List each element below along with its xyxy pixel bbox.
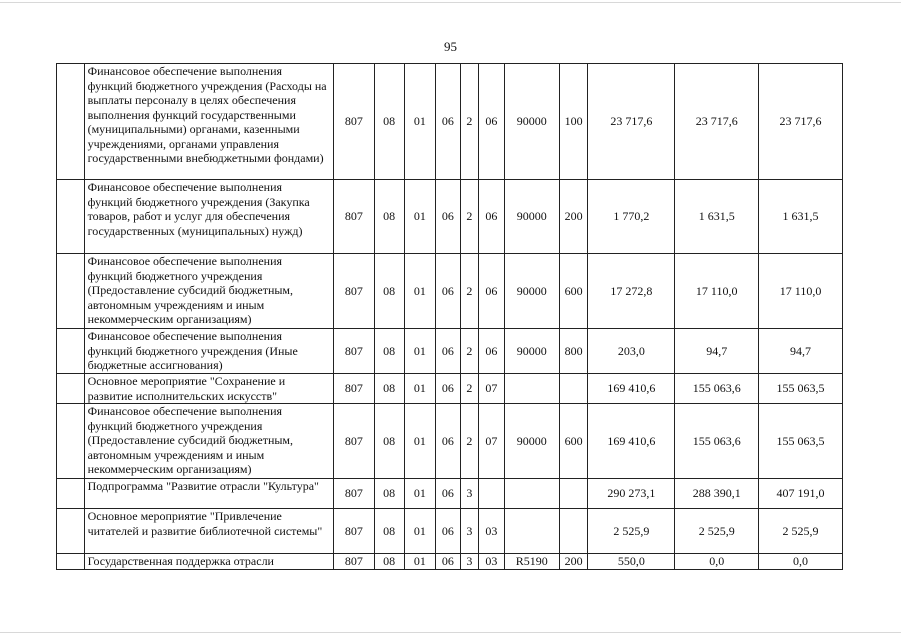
csr-part2-cell: 2 (460, 404, 478, 479)
sum-year3-cell: 17 110,0 (759, 254, 843, 329)
vr-cell (559, 374, 588, 404)
table-row (57, 509, 843, 554)
sum-year2-cell: 23 717,6 (675, 64, 759, 180)
csr-part3-cell (479, 479, 505, 509)
row-index-cell (57, 254, 85, 329)
ved-cell: 807 (333, 404, 374, 479)
vr-cell: 800 (559, 329, 588, 374)
rz-cell: 08 (374, 509, 404, 554)
scan-edge-line-top (0, 2, 901, 3)
ved-cell: 807 (333, 254, 374, 329)
csr-part4-cell: R5190 (504, 554, 559, 570)
row-index-cell (57, 479, 85, 509)
csr-part3-cell: 06 (479, 329, 505, 374)
csr-part4-cell: 90000 (504, 329, 559, 374)
csr-part2-cell: 2 (460, 254, 478, 329)
sum-year1-cell: 1 770,2 (588, 180, 675, 254)
description-cell: Основное мероприятие "Привлечение читателей и развитие библиотечной системы" (84, 509, 333, 554)
vr-cell: 200 (559, 554, 588, 570)
sum-year1-cell: 290 273,1 (588, 479, 675, 509)
row-index-cell (57, 180, 85, 254)
ved-cell: 807 (333, 554, 374, 570)
csr-part3-cell: 06 (479, 64, 505, 180)
rz-cell: 08 (374, 374, 404, 404)
table-row (57, 374, 843, 404)
csr-part2-cell: 2 (460, 180, 478, 254)
sum-year2-cell: 155 063,6 (675, 374, 759, 404)
ved-cell: 807 (333, 509, 374, 554)
row-index-cell (57, 374, 85, 404)
sum-year2-cell: 94,7 (675, 329, 759, 374)
row-index-cell (57, 64, 85, 180)
sum-year1-cell: 169 410,6 (588, 404, 675, 479)
csr-part4-cell: 90000 (504, 180, 559, 254)
rz-cell: 08 (374, 479, 404, 509)
sum-year2-cell: 288 390,1 (675, 479, 759, 509)
row-index-cell (57, 329, 85, 374)
csr-part4-cell: 90000 (504, 254, 559, 329)
scan-edge-line-bottom (0, 632, 901, 633)
row-index-cell (57, 554, 85, 570)
csr-part4-cell: 90000 (504, 404, 559, 479)
rz-cell: 08 (374, 554, 404, 570)
csr-part2-cell: 3 (460, 509, 478, 554)
csr-part3-cell: 06 (479, 180, 505, 254)
csr-part4-cell (504, 479, 559, 509)
csr-part3-cell: 03 (479, 509, 505, 554)
sum-year3-cell: 155 063,5 (759, 404, 843, 479)
csr-part4-cell: 90000 (504, 64, 559, 180)
pr-cell: 01 (404, 329, 436, 374)
csr-part1-cell: 06 (436, 254, 461, 329)
csr-part1-cell: 06 (436, 180, 461, 254)
ved-cell: 807 (333, 374, 374, 404)
rz-cell: 08 (374, 180, 404, 254)
csr-part1-cell: 06 (436, 329, 461, 374)
csr-part3-cell: 03 (479, 554, 505, 570)
pr-cell: 01 (404, 180, 436, 254)
csr-part2-cell: 3 (460, 479, 478, 509)
vr-cell: 600 (559, 254, 588, 329)
table-row (57, 404, 843, 479)
csr-part2-cell: 2 (460, 329, 478, 374)
pr-cell: 01 (404, 64, 436, 180)
csr-part2-cell: 2 (460, 64, 478, 180)
csr-part1-cell: 06 (436, 404, 461, 479)
sum-year3-cell: 407 191,0 (759, 479, 843, 509)
description-cell: Основное мероприятие "Сохранение и развитие исполнительских искусств" (84, 374, 333, 404)
pr-cell: 01 (404, 509, 436, 554)
sum-year3-cell: 1 631,5 (759, 180, 843, 254)
vr-cell (559, 509, 588, 554)
page-number: 95 (444, 39, 457, 54)
csr-part1-cell: 06 (436, 64, 461, 180)
sum-year3-cell: 155 063,5 (759, 374, 843, 404)
csr-part2-cell: 3 (460, 554, 478, 570)
sum-year1-cell: 203,0 (588, 329, 675, 374)
pr-cell: 01 (404, 479, 436, 509)
sum-year1-cell: 23 717,6 (588, 64, 675, 180)
csr-part4-cell (504, 509, 559, 554)
table-row (57, 254, 843, 329)
budget-table (56, 63, 843, 570)
sum-year2-cell: 2 525,9 (675, 509, 759, 554)
rz-cell: 08 (374, 64, 404, 180)
rz-cell: 08 (374, 404, 404, 479)
sum-year3-cell: 0,0 (759, 554, 843, 570)
description-cell: Финансовое обеспечение выполнения функций бюджетного учреждения (Предоставление субсидий бюджетным, автономным учреждениям и иным некоммерческим организациям) (84, 254, 333, 329)
rz-cell: 08 (374, 254, 404, 329)
pr-cell: 01 (404, 554, 436, 570)
ved-cell: 807 (333, 180, 374, 254)
sum-year2-cell: 155 063,6 (675, 404, 759, 479)
vr-cell: 600 (559, 404, 588, 479)
csr-part1-cell: 06 (436, 479, 461, 509)
pr-cell: 01 (404, 374, 436, 404)
table-row (57, 180, 843, 254)
description-cell: Финансовое обеспечение выполнения функций бюджетного учреждения (Закупка товаров, работ и услуг для обеспечения государственных (муниципальных) нужд) (84, 180, 333, 254)
description-cell: Финансовое обеспечение выполнения функций бюджетного учреждения (Иные бюджетные ассигнования) (84, 329, 333, 374)
csr-part4-cell (504, 374, 559, 404)
ved-cell: 807 (333, 479, 374, 509)
pr-cell: 01 (404, 254, 436, 329)
description-cell: Финансовое обеспечение выполнения функций бюджетного учреждения (Предоставление субсидий бюджетным, автономным учреждениям и иным некоммерческим организациям) (84, 404, 333, 479)
csr-part2-cell: 2 (460, 374, 478, 404)
row-index-cell (57, 509, 85, 554)
rz-cell: 08 (374, 329, 404, 374)
sum-year2-cell: 1 631,5 (675, 180, 759, 254)
table-row (57, 479, 843, 509)
ved-cell: 807 (333, 329, 374, 374)
csr-part3-cell: 07 (479, 374, 505, 404)
table-row (57, 329, 843, 374)
row-index-cell (57, 404, 85, 479)
csr-part1-cell: 06 (436, 374, 461, 404)
sum-year2-cell: 0,0 (675, 554, 759, 570)
csr-part3-cell: 06 (479, 254, 505, 329)
sum-year3-cell: 94,7 (759, 329, 843, 374)
table-row (57, 64, 843, 180)
ved-cell: 807 (333, 64, 374, 180)
vr-cell: 200 (559, 180, 588, 254)
sum-year1-cell: 2 525,9 (588, 509, 675, 554)
description-cell: Финансовое обеспечение выполнения функций бюджетного учреждения (Расходы на выплаты персоналу в целях обеспечения выполнения функций государственными (муниципальными) органами, казенными учреждениями, органами управления государственными внебюджетными фондами) (84, 64, 333, 180)
sum-year2-cell: 17 110,0 (675, 254, 759, 329)
table-row (57, 554, 843, 570)
vr-cell (559, 479, 588, 509)
csr-part3-cell: 07 (479, 404, 505, 479)
sum-year3-cell: 2 525,9 (759, 509, 843, 554)
sum-year3-cell: 23 717,6 (759, 64, 843, 180)
csr-part1-cell: 06 (436, 509, 461, 554)
sum-year1-cell: 169 410,6 (588, 374, 675, 404)
sum-year1-cell: 17 272,8 (588, 254, 675, 329)
vr-cell: 100 (559, 64, 588, 180)
description-cell: Государственная поддержка отрасли (84, 554, 333, 570)
sum-year1-cell: 550,0 (588, 554, 675, 570)
pr-cell: 01 (404, 404, 436, 479)
description-cell: Подпрограмма "Развитие отрасли "Культура" (84, 479, 333, 509)
csr-part1-cell: 06 (436, 554, 461, 570)
